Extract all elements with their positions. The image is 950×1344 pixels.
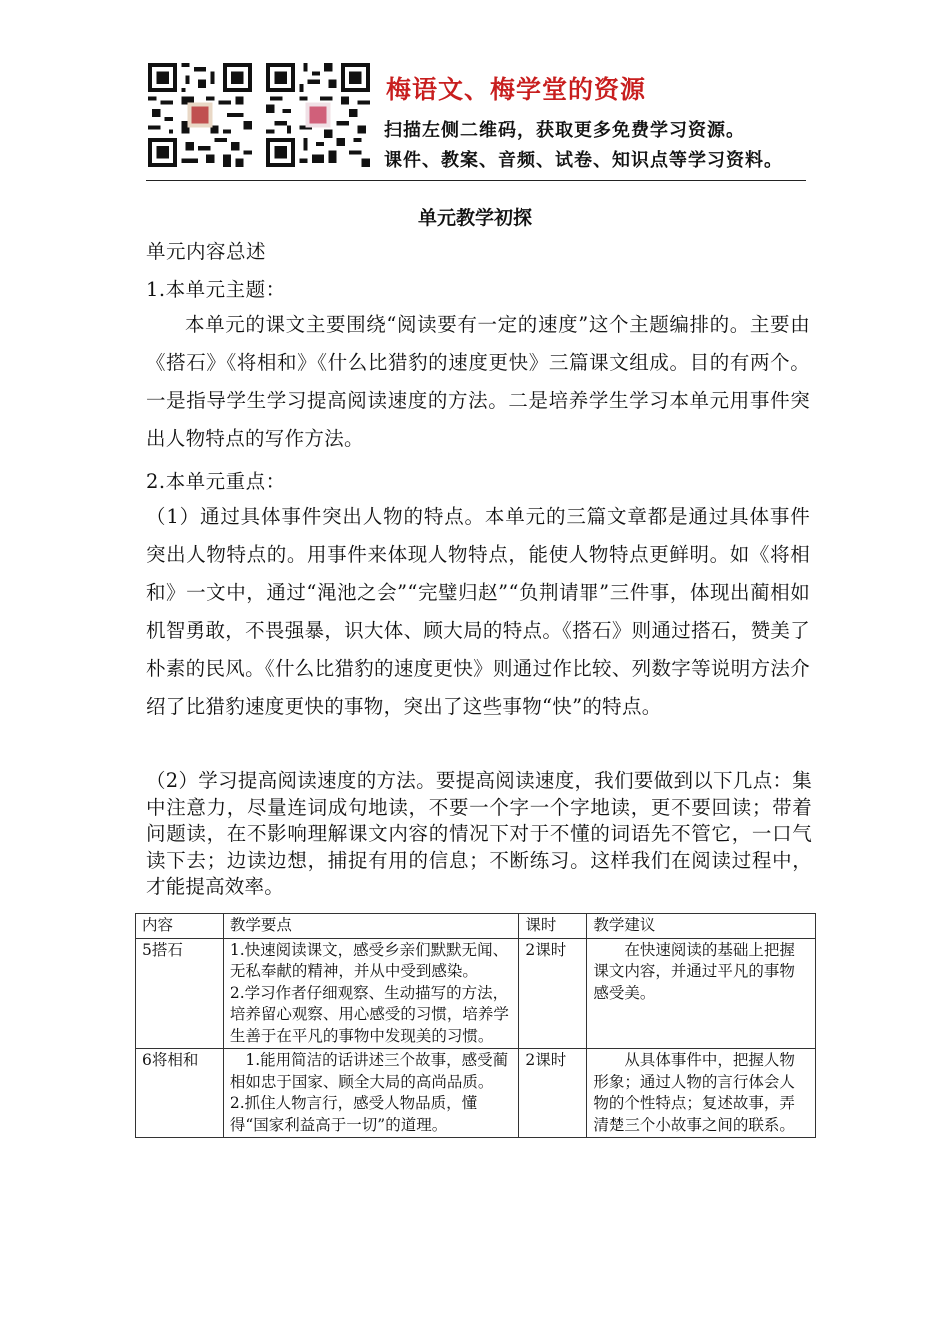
- cell-advice: 从具体事件中，把握人物形象；通过人物的言行体会人物的个性特点；复述故事，弄清楚三个小故事之间的联系。: [587, 1049, 816, 1138]
- point-item: 1.快速阅读课文，感受乡亲们默默无闻、无私奉献的精神，并从中受到感染。: [229, 940, 509, 980]
- focus-paragraph-1: （1）通过具体事件突出人物的特点。本单元的三篇文章都是通过具体事件突出人物特点的。用事件来体现人物特点，能使人物特点更鲜明。如《将相和》一文中，通过“渑池之会”“完璧归赵”“负荆请罪”三件事，体现出蔺相如机智勇敢，不畏强暴，识大体、顾大局的特点。《搭石》则通过搭石，赞美了朴素的民风。《什么比猎豹的速度更快》则通过作比较、列数字等说明方法介绍了比猎豹速度更快的事物，突出了这些事物“快”的特点。: [146, 505, 810, 718]
- banner-line-materials: 课件、教案、音频、试卷、知识点等学习资料。: [384, 150, 783, 171]
- point-item: 2.学习作者仔细观察、生动描写的方法，培养留心观察、用心感受的习惯，培养学生善于在平凡的事物中发现美的习惯。: [229, 983, 509, 1045]
- point-item: 1.能用简洁的话讲述三个故事，感受蔺相如忠于国家、顾全大局的高尚品质。: [229, 1051, 509, 1091]
- banner-line-scan: 扫描左侧二维码，获取更多免费学习资源。: [384, 120, 745, 141]
- cell-hours: 2课时: [519, 1049, 587, 1138]
- header-points: 教学要点: [223, 914, 519, 939]
- overview-heading: 单元内容总述: [146, 240, 267, 263]
- cell-content: 5搭石: [136, 938, 224, 1049]
- qr-code-right: [266, 62, 370, 168]
- cell-content: 6将相和: [136, 1049, 224, 1138]
- header-advice: 教学建议: [587, 914, 816, 939]
- table-row: [136, 938, 816, 1049]
- qr-code-left: [148, 62, 252, 168]
- theme-paragraph: 本单元的课文主要围绕“阅读要有一定的速度”这个主题编排的。主要由《搭石》《将相和》《什么比猎豹的速度更快》三篇课文组成。目的有两个。一是指导学生学习提高阅读速度的方法。二是培养学生学习本单元用事件突出人物特点的写作方法。: [146, 313, 810, 450]
- cell-points: [223, 1049, 519, 1138]
- focus-heading: 2.本单元重点：: [146, 470, 286, 493]
- cell-hours: 2课时: [519, 938, 587, 1049]
- cell-points: [223, 938, 519, 1049]
- header-divider: [146, 180, 806, 181]
- banner-title: 梅语文、梅学堂的资源: [386, 75, 647, 104]
- point-item: 2.抓住人物言行，感受人物品质，懂得“国家利益高于一切”的道理。: [229, 1094, 478, 1134]
- header-hours: 课时: [519, 914, 587, 939]
- theme-heading: 1.本单元主题：: [146, 278, 286, 301]
- lesson-plan-table: [135, 913, 816, 1138]
- table-row: [136, 1049, 816, 1138]
- header-content: 内容: [136, 914, 224, 939]
- cell-advice: 在快速阅读的基础上把握课文内容，并通过平凡的事物感受美。: [587, 938, 816, 1049]
- table-header-row: [136, 914, 816, 939]
- document-title: 单元教学初探: [417, 207, 532, 229]
- focus-paragraph-2: （2）学习提高阅读速度的方法。要提高阅读速度，我们要做到以下几点：集中注意力，尽量连词成句地读，不要一个字一个字地读，更不要回读；带着问题读，在不影响理解课文内容的情况下对于不懂的词语先不管它，一口气读下去；边读边想，捕捉有用的信息；不断练习。这样我们在阅读过程中，才能提高效率。: [146, 769, 812, 898]
